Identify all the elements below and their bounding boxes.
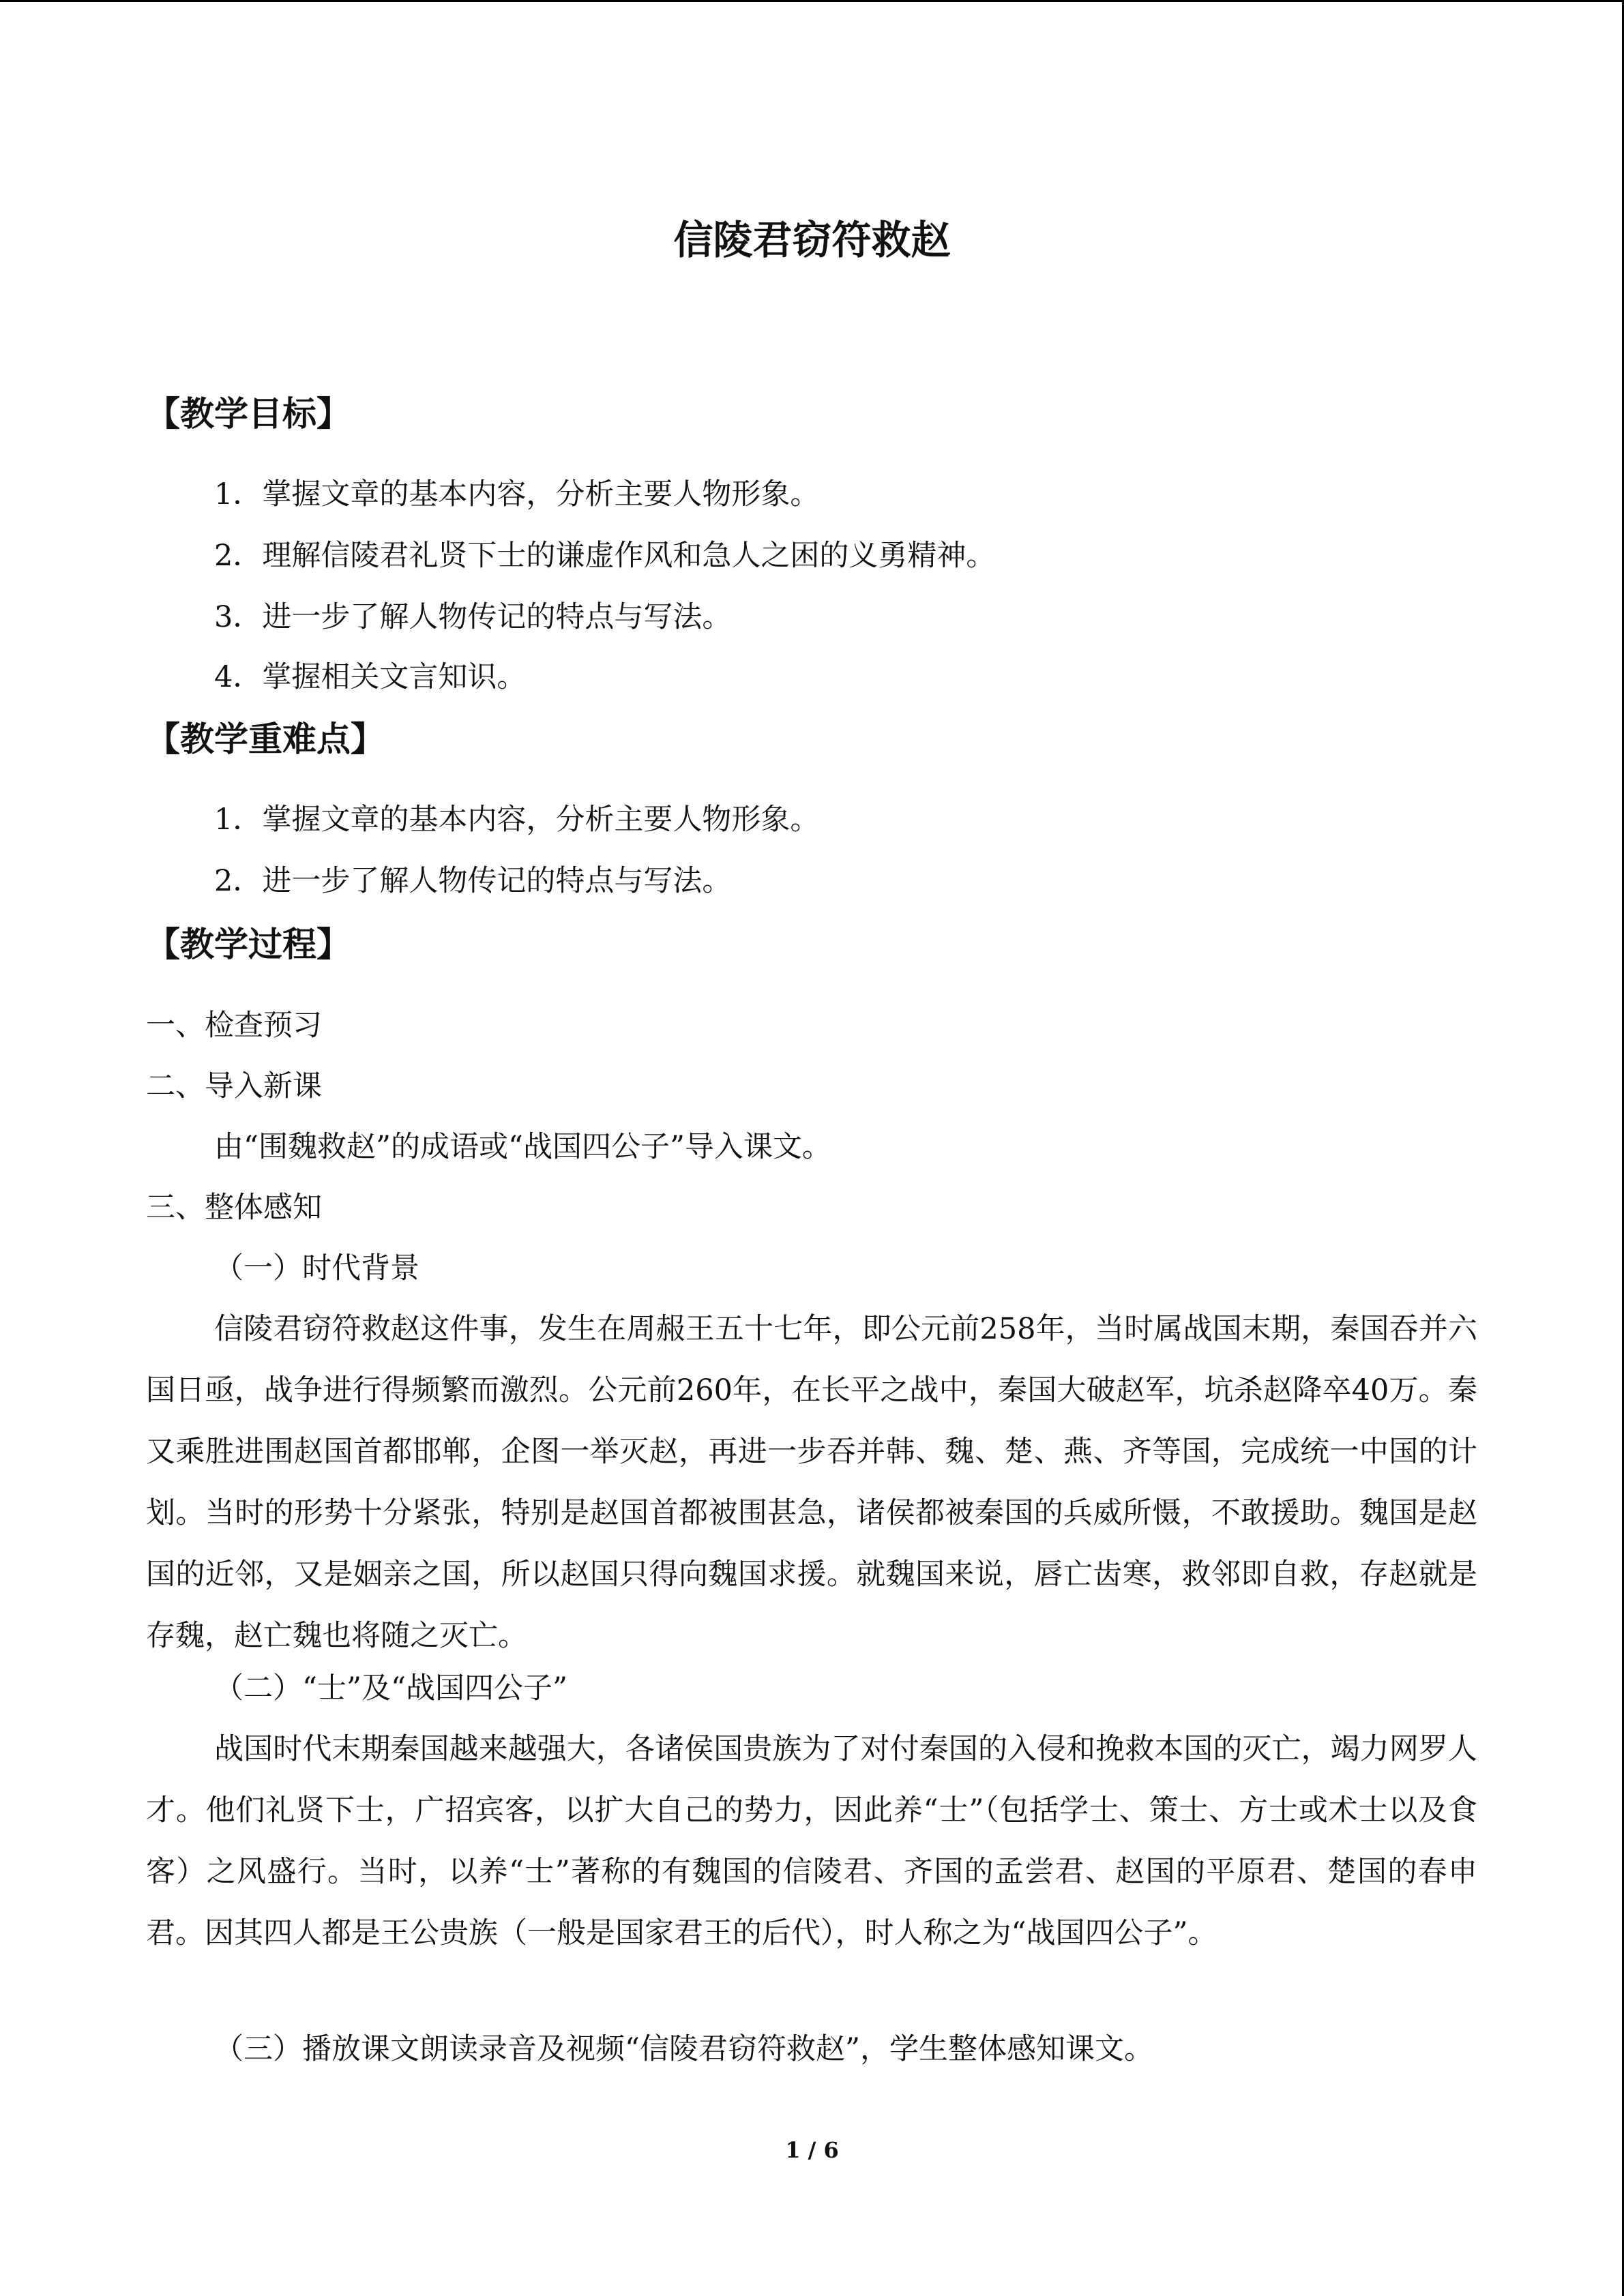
page-border-top	[0, 0, 1624, 2]
key-point-item-2: 2．进一步了解人物传记的特点与写法。	[214, 864, 732, 898]
subsection-1-paragraph: 信陵君窃符救赵这件事，发生在周赧王五十七年，即公元前258年，当时属战国末期，秦国吞并六国日亟，战争进行得频繁而激烈。公元前260年，在长平之战中，秦国大破赵军，坑杀赵降卒40万。秦又乘胜进围赵国首都邯郸，企图一举灭赵，再进一步吞并韩、魏、楚、燕、齐等国，完成统一中国的计划。当时的形势十分紧张，特别是赵国首都被围甚急，诸侯都被秦国的兵威所慑，不敢援助。魏国是赵国的近邻，又是姻亲之国，所以赵国只得向魏国求援。就魏国来说，唇亡齿寒，救邻即自救，存赵就是存魏，赵亡魏也将随之灭亡。	[146, 1312, 1477, 1653]
objective-item-4: 4．掌握相关文言知识。	[214, 660, 527, 694]
section-heading-key-points: 【教学重难点】	[146, 719, 385, 759]
objective-item-3: 3．进一步了解人物传记的特点与写法。	[214, 600, 732, 634]
subsection-3-text: （三）播放课文朗读录音及视频“信陵君窃符救赵”，学生整体感知课文。	[214, 2032, 1153, 2066]
page-number: 1 / 6	[785, 2137, 839, 2163]
objective-item-1: 1．掌握文章的基本内容，分析主要人物形象。	[214, 477, 820, 511]
subsection-2-paragraph: 战国时代末期秦国越来越强大，各诸侯国贵族为了对付秦国的入侵和挽救本国的灭亡，竭力网罗人才。他们礼贤下士，广招宾客，以扩大自己的势力，因此养“士”（包括学士、策士、方士或术士以及食客）之风盛行。当时，以养“士”著称的有魏国的信陵君、齐国的孟尝君、赵国的平原君、楚国的春申君。因其四人都是王公贵族（一般是国家君王的后代），时人称之为“战国四公子”。	[146, 1732, 1477, 1950]
key-point-item-1: 1．掌握文章的基本内容，分析主要人物形象。	[214, 803, 820, 837]
section-heading-objectives: 【教学目标】	[146, 394, 351, 434]
subsection-1-title: （一）时代背景	[214, 1251, 419, 1285]
process-step-2: 二、导入新课	[146, 1069, 322, 1103]
page-title: 信陵君窃符救赵	[673, 217, 951, 263]
process-step-3: 三、整体感知	[146, 1191, 322, 1225]
objective-item-2: 2．理解信陵君礼贤下士的谦虚作风和急人之困的义勇精神。	[214, 539, 996, 573]
process-step-1: 一、检查预习	[146, 1009, 322, 1043]
process-step-2-text: 由“围魏救赵”的成语或“战国四公子”导入课文。	[214, 1130, 831, 1164]
subsection-2-title: （二）“士”及“战国四公子”	[214, 1671, 567, 1705]
section-heading-process: 【教学过程】	[146, 925, 351, 964]
